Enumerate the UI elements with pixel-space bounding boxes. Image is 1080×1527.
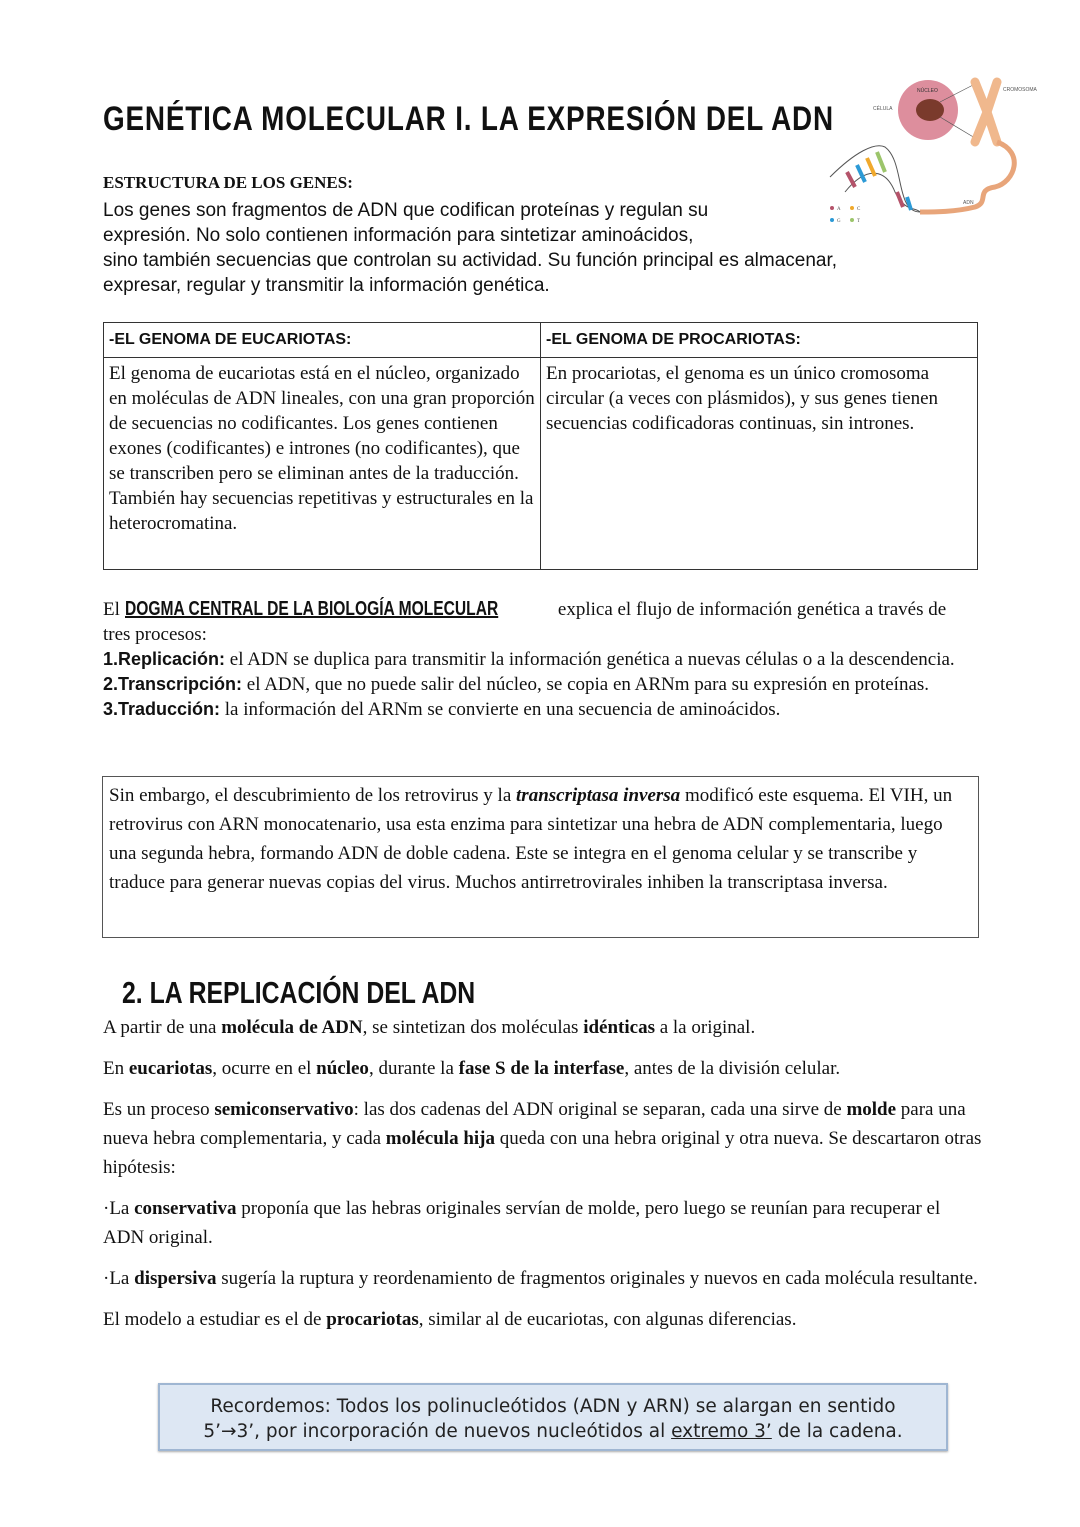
section-heading-replication: 2. LA REPLICACIÓN DEL ADN [122, 975, 476, 1010]
chromosome-label: CROMOSOMA [1003, 87, 1037, 93]
process-text: el ADN, que no puede salir del núcleo, se copia en ARNm para su expresión en proteínas. [242, 674, 930, 695]
replication-body [103, 1013, 983, 1346]
text-line: expresar, regular y transmitir la información genética. [103, 275, 550, 296]
paragraph: En eucariotas, ocurre en el núcleo, durante la fase S de la interfase, antes de la división celular. [103, 1058, 841, 1079]
legend-t: T [857, 219, 861, 224]
text: El [103, 599, 125, 620]
reverse-transcriptase-highlight: transcriptasa inversa [516, 785, 681, 806]
text: explica el flujo de información genética a través de tres procesos: [103, 599, 947, 645]
reminder-note [158, 1383, 948, 1451]
genome-comparison-table [103, 322, 978, 570]
paragraph: ·La conservativa proponía que las hebras originales servían de molde, pero luego se reunían para recuperar el ADN original. [103, 1198, 941, 1248]
cell-eukaryotes: El genoma de eucariotas está en el núcleo, organizado en moléculas de ADN lineales, con una gran proporción de secuencias no codificantes. Los genes contienen exones (codificantes) e intrones (no codificantes), que se transcriben pero se eliminan antes de la traducción. También hay secuencias repetitivas y estructurales en la heterocromatina. [104, 358, 541, 570]
legend-a: A [837, 207, 841, 212]
text: Sin embargo, el descubrimiento de los retrovirus y la [109, 785, 517, 806]
page-title: GENÉTICA MOLECULAR I. LA EXPRESIÓN DEL ADN [103, 100, 834, 138]
dogma-highlight: DOGMA CENTRAL DE LA BIOLOGÍA MOLECULAR [124, 598, 498, 620]
nucleus-label: NÚCLEO [917, 88, 938, 94]
process-text: la información del ARNm se convierte en una secuencia de aminoácidos. [220, 699, 781, 720]
paragraph: ·La dispersiva sugería la ruptura y reordenamiento de fragmentos originales y nuevos en cada molécula resultante. [103, 1268, 978, 1289]
legend-g: G [837, 219, 841, 224]
header-prokaryotes: -EL GENOMA DE PROCARIOTAS: [541, 323, 978, 358]
text-line: Los genes son fragmentos de ADN que codifican proteínas y regulan su [103, 200, 709, 221]
header-eukaryotes: -EL GENOMA DE EUCARIOTAS: [104, 323, 541, 358]
retrovirus-box [102, 776, 979, 938]
process-text: el ADN se duplica para transmitir la información genética a nuevas células o a la descendencia. [225, 649, 955, 670]
text-line: expresión. No solo contienen información para sintetizar aminoácidos, [103, 225, 694, 246]
paragraph: Es un proceso semiconservativo: las dos cadenas del ADN original se separan, cada una sirve de molde para una nueva hebra complementaria, y cada molécula hija queda con una hebra original y otra nueva. Se descartaron otras hipótesis: [103, 1099, 982, 1178]
process-label: 3.Traducción: [103, 699, 221, 719]
process-transcription [103, 672, 973, 697]
text-line: sino también secuencias que controlan su actividad. Su función principal es almacenar, [103, 250, 838, 271]
paragraph: A partir de una molécula de ADN, se sintetizan dos moléculas idénticas a la original. [103, 1017, 756, 1038]
note-line: Recordemos: Todos los polinucleótidos (ADN y ARN) se alargan en sentido [210, 1396, 896, 1417]
process-label: 2.Transcripción: [103, 674, 243, 694]
section-heading-gene-structure: ESTRUCTURA DE LOS GENES: [103, 173, 353, 192]
central-dogma-section [103, 597, 973, 722]
gene-structure-paragraph [103, 198, 963, 298]
process-label: 1.Replicación: [103, 649, 226, 669]
process-replication [103, 647, 973, 672]
process-translation [103, 697, 973, 722]
text: modificó este esquema. El VIH, un retrovirus con ARN monocatenario, usa esta enzima para sintetizar una hebra de ADN complementaria, luego una segunda hebra, formando ADN de doble cadena. Este se integra en el genoma celular y se transcribe y traduce para generar nuevas copias del virus. Muchos antirretrovirales inhiben la transcriptasa inversa. [109, 785, 953, 893]
cell-label: CÉLULA [873, 106, 893, 112]
cell-prokaryotes: En procariotas, el genoma es un único cromosoma circular (a veces con plásmidos), y sus genes tienen secuencias codificadoras continuas, sin intrones. [541, 358, 978, 570]
note-line: 5’→3’, por incorporación de nuevos nucleótidos al extremo 3’ de la cadena. [203, 1421, 903, 1442]
legend-c: C [857, 207, 861, 212]
paragraph: El modelo a estudiar es el de procariotas, similar al de eucariotas, con algunas diferencias. [103, 1309, 797, 1330]
dna-label: ADN [963, 200, 974, 206]
